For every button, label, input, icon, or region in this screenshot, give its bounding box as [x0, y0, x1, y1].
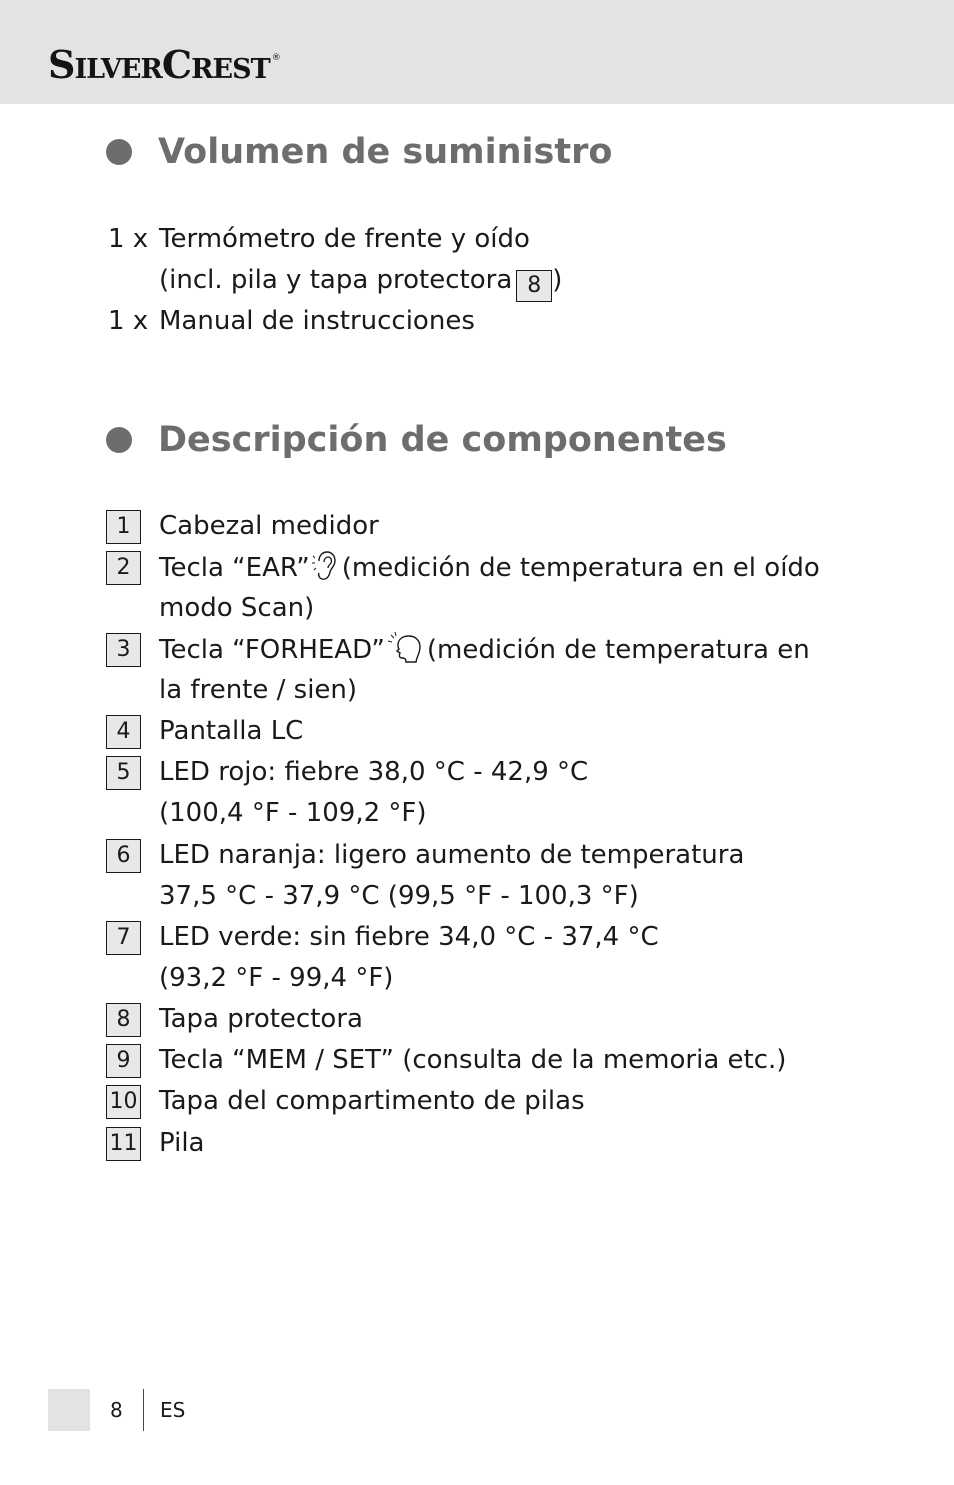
component-label-continued: modo Scan) — [159, 593, 315, 623]
component-label-continued: la frente / sien) — [159, 675, 358, 705]
component-label: Pila — [159, 1128, 205, 1158]
page-number: 8 — [110, 1398, 123, 1422]
footer-marker — [48, 1389, 90, 1431]
component-label-continued: (100,4 °F - 109,2 °F) — [159, 798, 427, 828]
supply-heading-text: Volumen de suministro — [158, 132, 613, 172]
component-label: Tecla “EAR” (medición de temperatura en el oído — [159, 550, 820, 591]
component-number-box: 2 — [106, 551, 141, 585]
brand-logo: SILVERCREST ® — [48, 42, 281, 87]
component-label: Tecla “MEM / SET” (consulta de la memoria etc.) — [159, 1045, 787, 1075]
heading-bullet — [106, 139, 132, 165]
footer-divider — [143, 1389, 144, 1431]
component-number-box: 11 — [106, 1127, 141, 1161]
component-label: LED rojo: fiebre 38,0 °C - 42,9 °C — [159, 757, 589, 787]
supply-item-text: Manual de instrucciones — [159, 306, 475, 336]
component-label: Pantalla LC — [159, 716, 304, 746]
component-number-box: 9 — [106, 1044, 141, 1078]
supply-qty: 1 x — [108, 306, 149, 336]
supply-qty: 1 x — [108, 224, 149, 254]
language-code: ES — [160, 1398, 186, 1422]
supply-item-text: (incl. pila y tapa protectora 8 ) — [159, 263, 562, 302]
reference-number-box: 8 — [516, 270, 552, 302]
component-number-box: 7 — [106, 921, 141, 955]
component-number-box: 1 — [106, 510, 141, 544]
component-label: Tecla “FORHEAD” (medición de temperatura en — [159, 632, 810, 673]
components-section-title — [106, 420, 727, 460]
component-number-box: 3 — [106, 633, 141, 667]
component-number-box: 6 — [106, 839, 141, 873]
components-heading-text: Descripción de componentes — [158, 420, 727, 460]
component-label: LED naranja: ligero aumento de temperatura — [159, 840, 745, 870]
supply-item-text: Termómetro de frente y oído — [159, 224, 530, 254]
heading-bullet — [106, 427, 132, 453]
supply-section-title — [106, 132, 612, 172]
component-label: Tapa protectora — [159, 1004, 363, 1034]
component-label-continued: 37,5 °C - 37,9 °C (99,5 °F - 100,3 °F) — [159, 881, 639, 911]
component-label-continued: (93,2 °F - 99,4 °F) — [159, 963, 394, 993]
component-label: LED verde: sin fiebre 34,0 °C - 37,4 °C — [159, 922, 659, 952]
component-number-box: 8 — [106, 1003, 141, 1037]
forehead-icon — [387, 632, 423, 673]
component-number-box: 5 — [106, 756, 141, 790]
component-number-box: 4 — [106, 715, 141, 749]
component-label: Cabezal medidor — [159, 511, 379, 541]
component-label: Tapa del compartimento de pilas — [159, 1086, 585, 1116]
component-number-box: 10 — [106, 1085, 141, 1119]
ear-icon — [312, 550, 338, 591]
